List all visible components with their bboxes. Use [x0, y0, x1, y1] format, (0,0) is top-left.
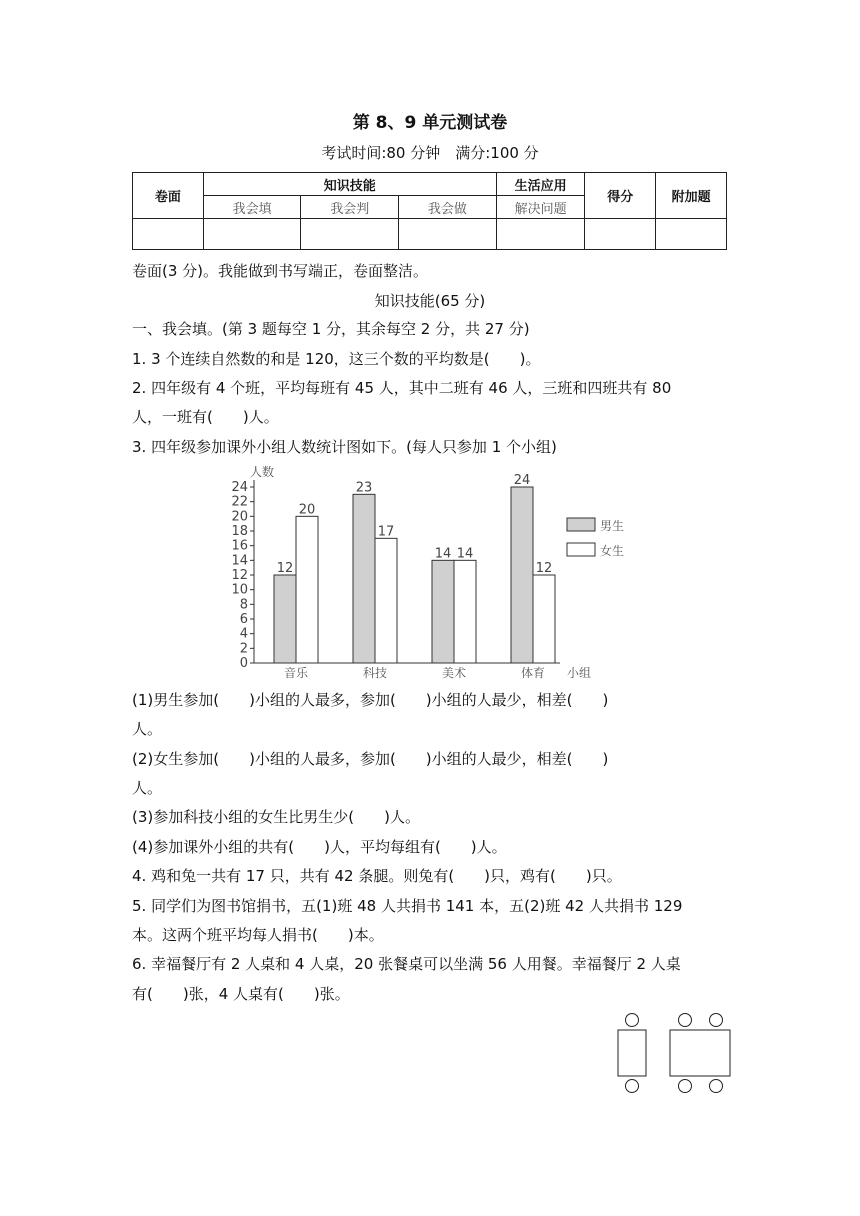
category-label: 体育 — [520, 666, 546, 680]
cell-zhishi: 知识技能 — [203, 173, 496, 196]
question-3-2-line2: 人。 — [132, 779, 163, 797]
question-4: 4. 鸡和兔一共有 17 只，共有 42 条腿。则兔有( )只，鸡有( )只。 — [132, 867, 622, 885]
y-axis-label: 人数 — [250, 465, 275, 479]
cell-sub2: 我会判 — [301, 196, 399, 219]
score-blank[interactable] — [203, 219, 301, 250]
bar-value-label: 24 — [513, 473, 531, 488]
page-title: 第 8、9 单元测试卷 — [352, 113, 508, 133]
bar-boys — [353, 494, 375, 663]
score-blank[interactable] — [399, 219, 497, 250]
y-tick-label: 16 — [231, 538, 248, 554]
score-blank[interactable] — [301, 219, 399, 250]
legend-swatch-girls — [567, 543, 595, 556]
y-tick-label: 20 — [231, 509, 248, 525]
category-label: 科技 — [362, 666, 388, 680]
question-3: 3. 四年级参加课外小组人数统计图如下。(每人只参加 1 个小组) — [132, 438, 557, 456]
y-tick-label: 8 — [239, 597, 248, 613]
cell-juanmian: 卷面 — [133, 173, 204, 219]
score-blank[interactable] — [496, 219, 585, 250]
legend-label-boys: 男生 — [600, 519, 625, 533]
question-3-1-line1: (1)男生参加( )小组的人最多，参加( )小组的人最少，相差( ) — [132, 691, 609, 709]
y-tick-label: 22 — [231, 494, 248, 510]
y-tick-label: 2 — [239, 641, 248, 657]
bar-boys — [511, 487, 533, 663]
y-tick-label: 6 — [239, 612, 248, 627]
section-title: 知识技能(65 分) — [374, 292, 486, 310]
bar-value-label: 12 — [276, 561, 294, 576]
score-blank[interactable] — [133, 219, 204, 250]
score-blank[interactable] — [585, 219, 656, 250]
y-tick-label: 24 — [231, 480, 248, 495]
bar-value-label: 14 — [434, 546, 452, 562]
question-3-4: (4)参加课外小组的共有( )人，平均每组有( )人。 — [132, 838, 507, 856]
cell-sub1: 我会填 — [203, 196, 301, 219]
y-tick-label: 10 — [231, 582, 248, 598]
question-6-line2: 有( )张，4 人桌有( )张。 — [132, 985, 350, 1003]
bar-value-label: 17 — [377, 524, 395, 540]
bar-girls — [454, 560, 476, 663]
bar-chart — [200, 462, 625, 684]
y-tick-label: 12 — [231, 568, 248, 583]
juanmian-line: 卷面(3 分)。我能做到书写端正，卷面整洁。 — [132, 262, 429, 280]
score-table — [132, 172, 727, 250]
bar-value-label: 23 — [355, 480, 373, 496]
part1-title: 一、我会填。(第 3 题每空 1 分，其余每空 2 分，共 27 分) — [132, 320, 530, 338]
four-person-table-diagram — [670, 1014, 730, 1093]
cell-sub4: 解决问题 — [496, 196, 585, 219]
cell-fujia: 附加题 — [656, 173, 727, 219]
cell-sub3: 我会做 — [399, 196, 497, 219]
bar-boys — [432, 560, 454, 663]
legend-label-girls: 女生 — [600, 544, 625, 558]
question-2-line2: 人，一班有( )人。 — [132, 408, 279, 426]
two-person-table-diagram — [618, 1014, 646, 1093]
question-5-line2: 本。这两个班平均每人捐书( )本。 — [132, 926, 384, 944]
question-1: 1. 3 个连续自然数的和是 120，这三个数的平均数是( )。 — [132, 350, 541, 368]
score-blank[interactable] — [656, 219, 727, 250]
legend-swatch-boys — [567, 518, 595, 531]
bar-girls — [533, 575, 555, 663]
y-tick-label: 4 — [239, 626, 248, 642]
bar-value-label: 14 — [456, 546, 474, 562]
tables-illustration — [610, 1008, 740, 1100]
x-axis-label: 小组 — [567, 666, 592, 680]
question-5-line1: 5. 同学们为图书馆捐书，五(1)班 48 人共捐书 141 本，五(2)班 42 人共捐书 129 — [132, 897, 683, 915]
question-2-line1: 2. 四年级有 4 个班，平均每班有 45 人，其中二班有 46 人，三班和四班共有 80 — [132, 379, 672, 397]
category-label: 音乐 — [283, 666, 309, 680]
exam-info: 考试时间:80 分钟 满分:100 分 — [321, 144, 539, 162]
question-3-2-line1: (2)女生参加( )小组的人最多，参加( )小组的人最少，相差( ) — [132, 750, 609, 768]
bar-girls — [375, 538, 397, 663]
question-3-3: (3)参加科技小组的女生比男生少( )人。 — [132, 808, 420, 826]
cell-defen: 得分 — [585, 173, 656, 219]
bar-boys — [274, 575, 296, 663]
bar-value-label: 12 — [535, 561, 553, 576]
question-3-1-line2: 人。 — [132, 720, 163, 738]
y-tick-label: 0 — [239, 656, 248, 671]
bar-value-label: 20 — [298, 502, 316, 518]
cell-shenghuo: 生活应用 — [496, 173, 585, 196]
category-label: 美术 — [441, 666, 467, 680]
question-6-line1: 6. 幸福餐厅有 2 人桌和 4 人桌，20 张餐桌可以坐满 56 人用餐。幸福餐厅 2 人桌 — [132, 955, 681, 973]
y-tick-label: 14 — [231, 553, 248, 569]
y-tick-label: 18 — [231, 524, 248, 539]
bar-girls — [296, 516, 318, 663]
